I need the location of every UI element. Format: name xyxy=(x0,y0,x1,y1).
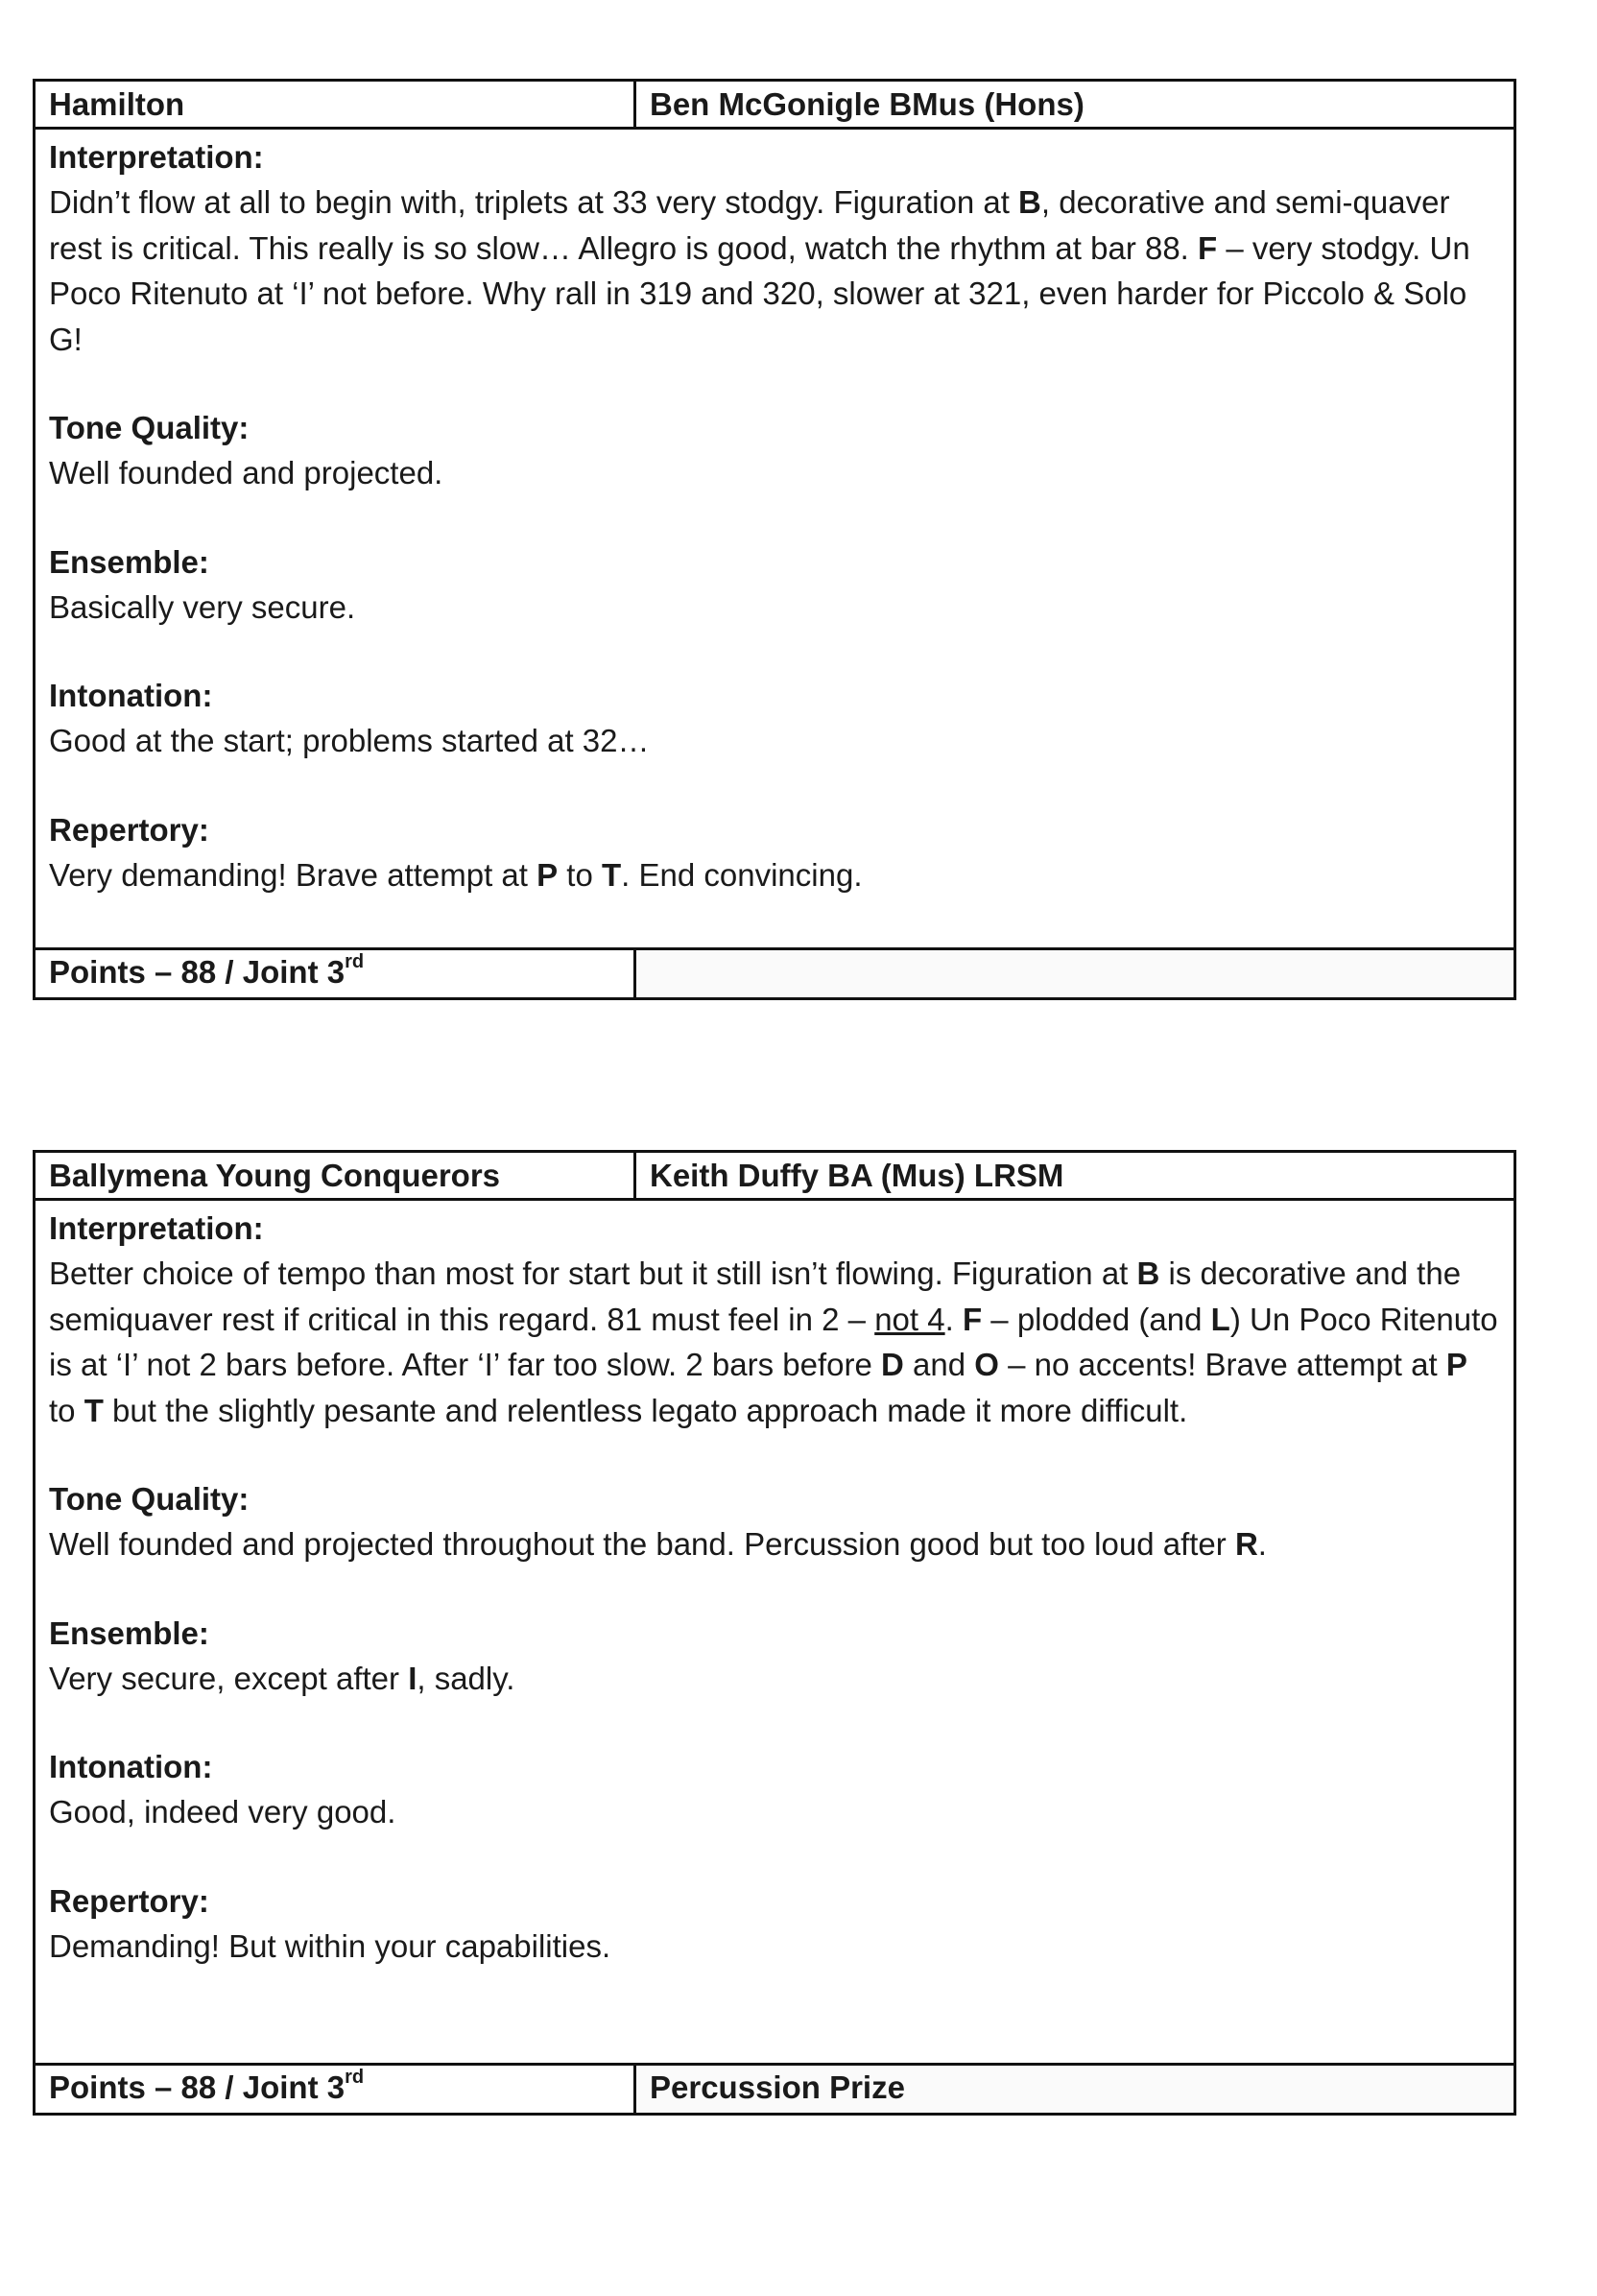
section-intonation xyxy=(49,674,1500,764)
points-result: Points – 88 / Joint 3rd xyxy=(36,2066,636,2113)
section-heading: Ensemble: xyxy=(49,543,209,580)
section-text: Good at the start; problems started at 32… xyxy=(49,723,650,758)
section-heading: Intonation: xyxy=(49,1749,213,1784)
section-text: Very demanding! Brave attempt at P to T. End convincing. xyxy=(49,856,863,893)
prize-label: Percussion Prize xyxy=(636,2066,1514,2113)
section-heading: Ensemble: xyxy=(49,1614,209,1651)
adjudication-card-ballymena xyxy=(33,1150,1516,2116)
section-repertory xyxy=(49,808,1500,898)
prize-label xyxy=(636,950,1514,997)
section-interpretation xyxy=(49,1207,1500,1433)
card-footer xyxy=(36,947,1514,997)
points-result: Points – 88 / Joint 3rd xyxy=(36,950,636,997)
section-heading: Repertory: xyxy=(49,811,209,848)
conductor-name: Keith Duffy BA (Mus) LRSM xyxy=(650,1158,1064,1193)
section-heading: Tone Quality: xyxy=(49,410,250,445)
card-header xyxy=(36,82,1514,130)
section-ensemble xyxy=(49,1612,1500,1702)
section-text: Very secure, except after I, sadly. xyxy=(49,1660,515,1696)
adjudication-card-hamilton xyxy=(33,79,1516,1000)
section-text: Better choice of tempo than most for start but it still isn’t flowing. Figuration at B is decorative and the semiquaver rest if critical in this regard. 81 must feel in 2 – not 4. F – plodded (and L) Un Poco Ritenuto is at ‘I’ not 2 bars before. After ‘I’ far too slow. 2 bars before D and O – no accents! Brave attempt at P to T but the slightly pesante and relentless legato approach made it more difficult. xyxy=(49,1256,1498,1428)
section-intonation xyxy=(49,1745,1500,1835)
section-heading: Tone Quality: xyxy=(49,1481,250,1517)
card-body xyxy=(36,1201,1514,1969)
band-name: Hamilton xyxy=(36,82,636,127)
section-interpretation xyxy=(49,135,1500,362)
section-heading: Interpretation: xyxy=(49,139,264,175)
section-heading: Intonation: xyxy=(49,678,213,713)
card-body xyxy=(36,130,1514,897)
section-heading: Interpretation: xyxy=(49,1210,264,1246)
section-heading: Repertory: xyxy=(49,1882,209,1919)
section-text: Good, indeed very good. xyxy=(49,1794,396,1830)
section-repertory xyxy=(49,1879,1500,1970)
band-name: Ballymena Young Conquerors xyxy=(36,1153,636,1198)
section-tone-quality xyxy=(49,406,1500,496)
section-text: Well founded and projected. xyxy=(49,455,443,490)
card-footer xyxy=(36,2063,1514,2113)
section-text: Well founded and projected throughout the band. Percussion good but too loud after R. xyxy=(49,1526,1267,1562)
section-ensemble xyxy=(49,540,1500,631)
section-text: Basically very secure. xyxy=(49,588,356,625)
section-tone-quality xyxy=(49,1477,1500,1567)
conductor-name: Ben McGonigle BMus (Hons) xyxy=(650,86,1085,122)
section-text: Didn’t flow at all to begin with, triplets at 33 very stodgy. Figuration at B, decorative and semi-quaver rest is critical. This really is so slow… Allegro is good, watch the rhythm at bar 88. F – very stodgy. Un Poco Ritenuto at ‘I’ not before. Why rall in 319 and 320, slower at 321, even harder for Piccolo & Solo G! xyxy=(49,184,1470,357)
section-text: Demanding! But within your capabilities. xyxy=(49,1927,611,1964)
card-header xyxy=(36,1153,1514,1201)
